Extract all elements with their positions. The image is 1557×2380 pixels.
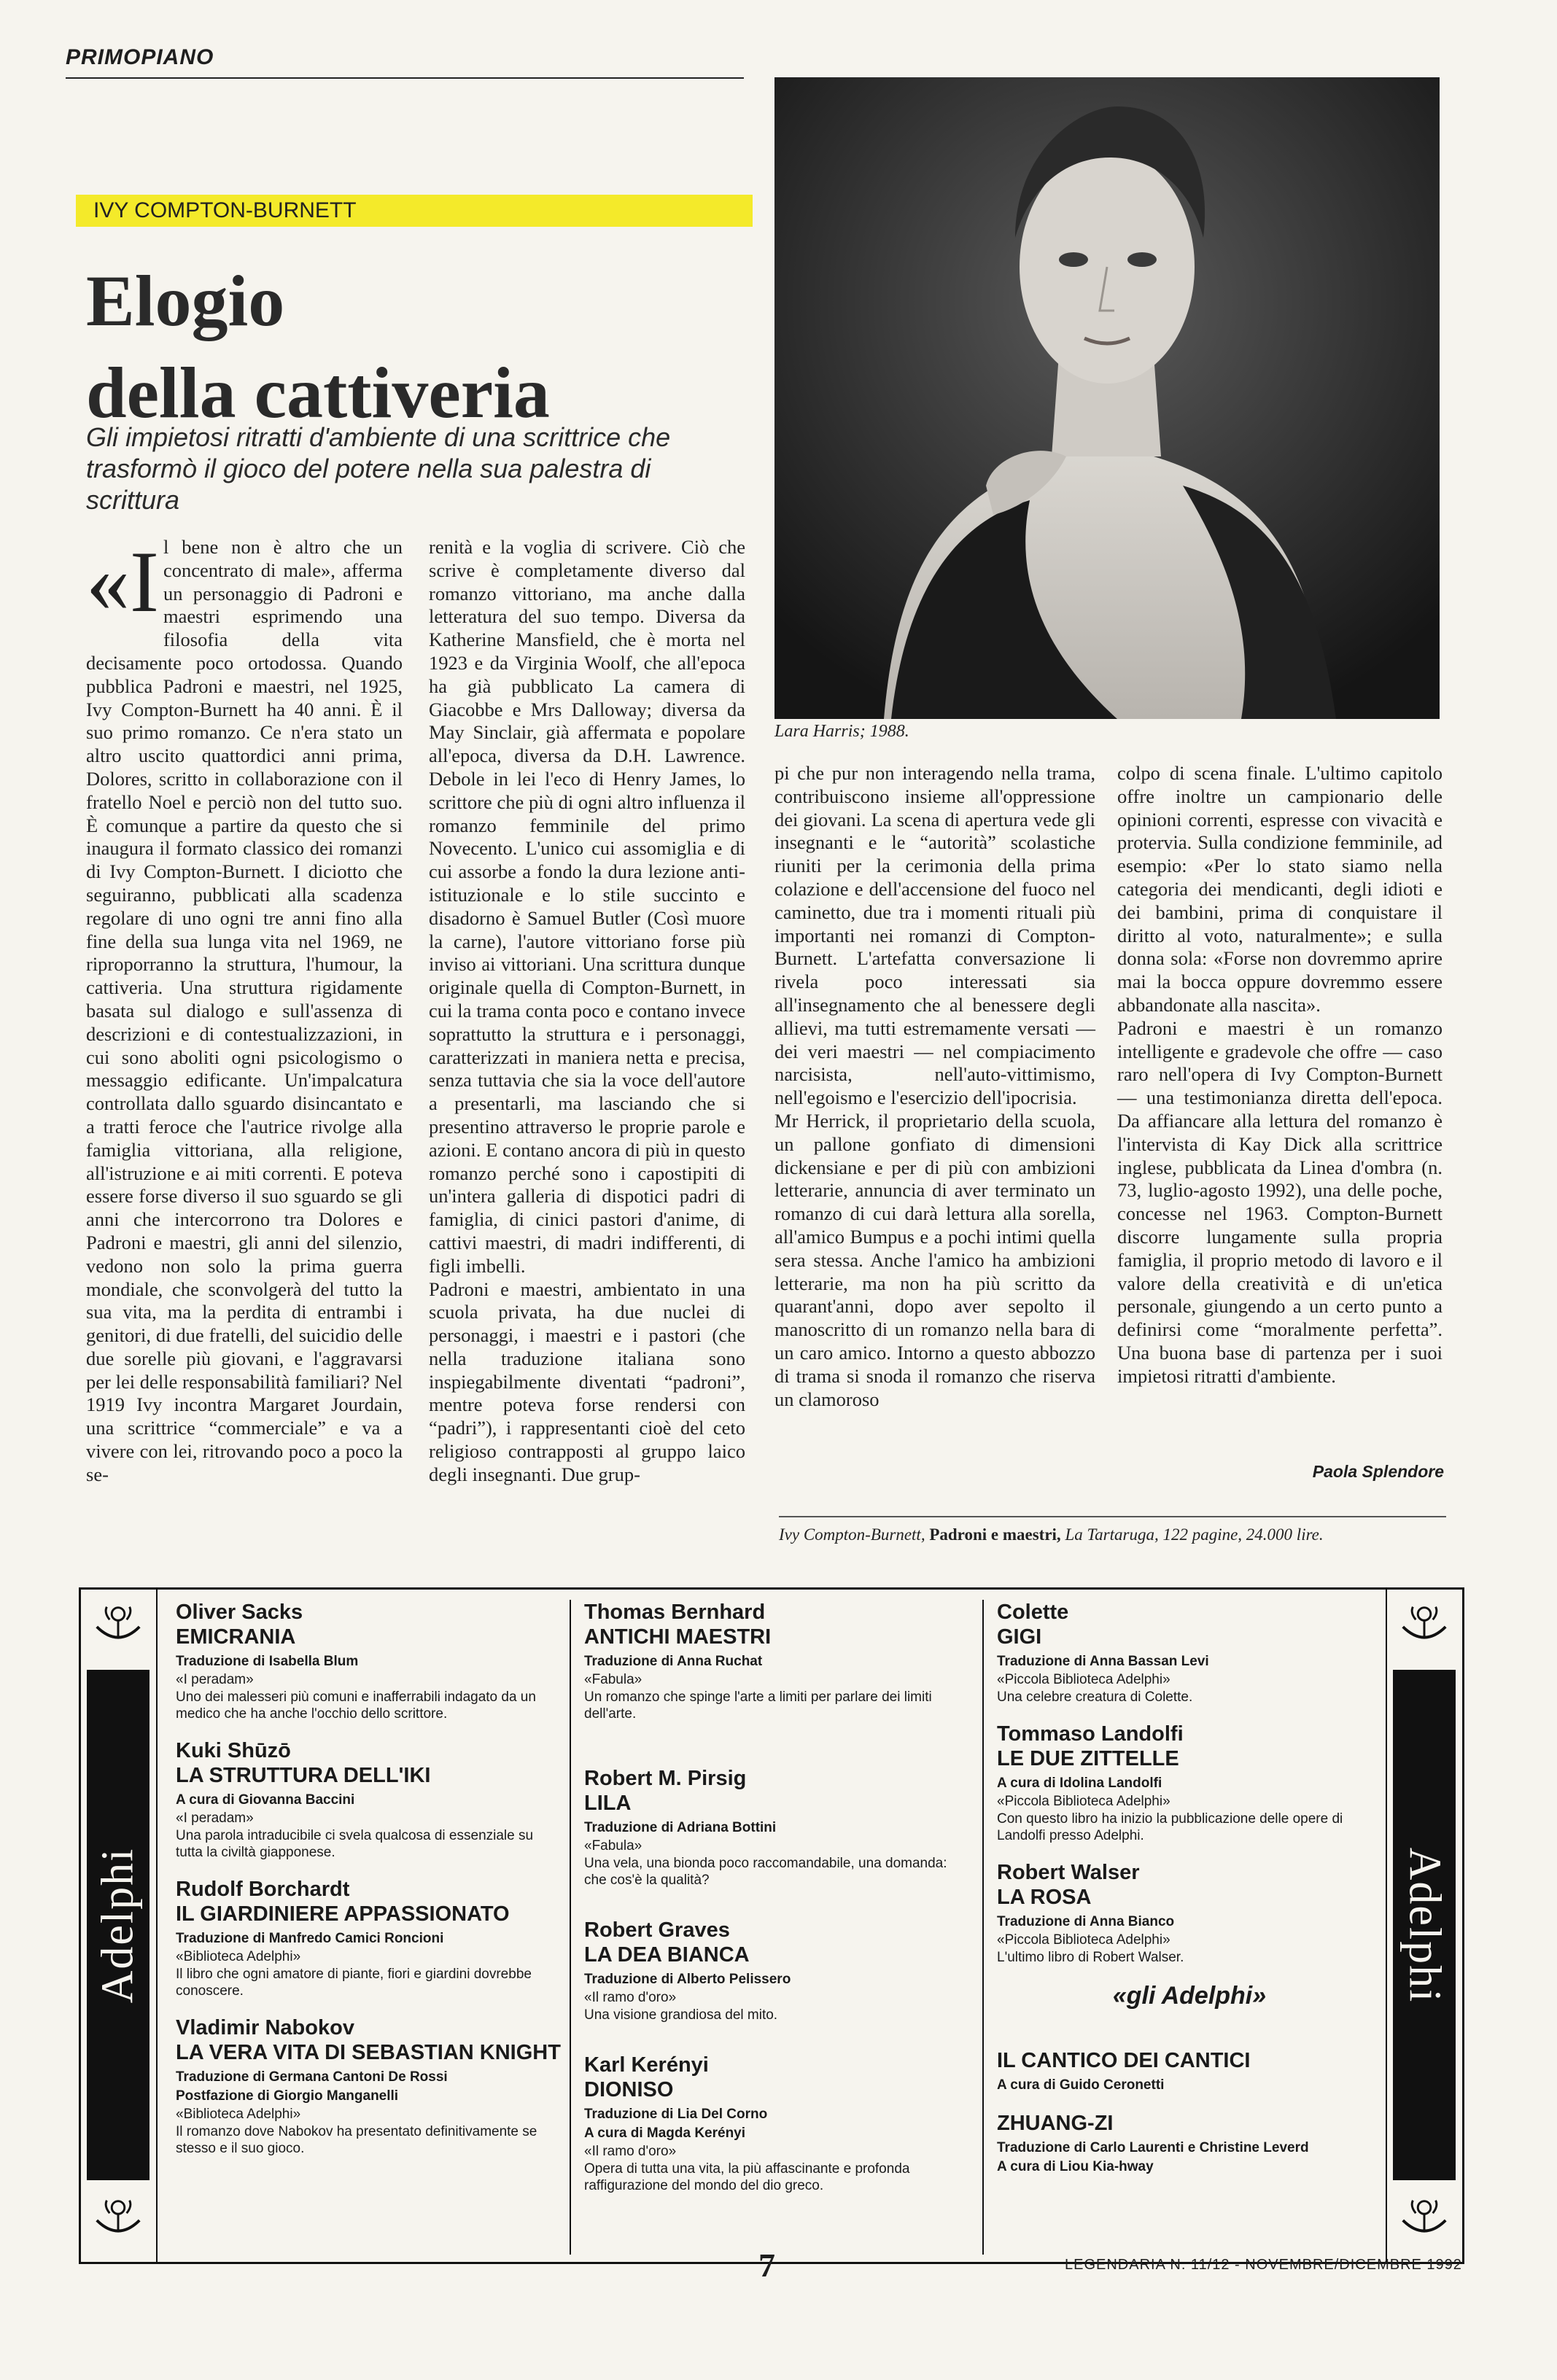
book-translator: Traduzione di Isabella Blum [176,1654,359,1669]
book-description: L'ultimo libro di Robert Walser. [997,1950,1184,1965]
book-entry [997,2048,1382,2095]
book-translator: Traduzione di Anna Bianco [997,1914,1175,1929]
book-translator: Traduzione di Lia Del Corno [584,2107,768,2122]
book-author: Robert Walser [997,1861,1140,1884]
series-heading: «gli Adelphi» [1112,1982,1267,2010]
book-description: Una parola intraducibile ci svela qualcosa di essenziale su tutta la civiltà giapponese. [176,1828,534,1860]
brand-band [1393,1670,1456,2180]
brand-name: Adelphi [1399,1847,1450,2003]
portrait-illustration [774,77,1440,719]
brand-name: Adelphi [93,1847,143,2003]
adelphi-logo-icon [1396,2192,1453,2249]
ad-column-3 [997,1600,1382,2193]
paragraph: Padroni e maestri, ambientato in una scuola privata, ha due nuclei di personaggi, i maestri e i pastori (che nella traduzione italiana sono inspiegabilmente diventati “padroni”, mentre poteva forse rendersi con “padri”), i rappresentanti cioè del ceto religioso contrapposti al gruppo laico degli insegnanti. Due grup- [429,1278,745,1485]
paragraph: l bene non è altro che un concentrato di male», afferma un personaggio di Padroni e maestri esprimendo una filosofia della vita decisamente poco ortodossa. Quando pubblica Padroni e maestri, nel 1925, Ivy Compton-Burnett ha 40 anni. È il suo primo romanzo. Ce n'era stato un altro uscito quattordici anni prima, Dolores, scritto in collaborazione con il fratello Noel e perciò non del tutto suo. È comunque a partire da questo che si inaugura il formato classico dei romanzi di Ivy Compton-Burnett. I diciotto che seguiranno, pubblicati alla scadenza regolare di uno ogni tre anni fino alla fine della sua lunga vita nel 1969, ne riproporranno la struttura, l'humour, la cattiveria. Una struttura rigidamente basata sul dialogo e sull'assenza di descrizioni e di contestualizzazioni, in cui sono aboliti ogni psicologismo o messaggio edificante. Un'impalcatura controllata dallo sguardo disincantato e a tratti feroce che l'autrice rivolge alla famiglia vittoriana, alla religione, all'istruzione e ai miti correnti. E poteva essere forse diverso il suo sguardo se gli anni che intercorrono tra Dolores e Padroni e maestri, gli anni del silenzio, vedono non solo la prima guerra mondiale, che sconvolgerà del tutto la sua vita, ma la perdita di entrambi i genitori, di due fratelli, del suicidio delle due sorelle più giovani, e l'aggravarsi per lei delle responsabilità familiari? Nel 1919 Ivy incontra Margaret Jourdain, una scrittrice “commerciale” e va a vivere con lei, ritrovando poco a poco la se- [86,536,403,1485]
adelphi-logo-icon [1396,1598,1453,1655]
article-column-1 [86,533,403,1487]
book-series: «I peradam» [176,1672,254,1687]
book-description: Con questo libro ha inizio la pubblicazione delle opere di Landolfi presso Adelphi. [997,1811,1343,1843]
book-author: Rudolf Borchardt [176,1878,350,1901]
book-title: LE DUE ZITTELLE [997,1747,1179,1770]
ad-side-right [1386,1590,1462,2262]
book-translator: A cura di Guido Ceronetti [997,2077,1165,2093]
book-entry [176,2015,561,2157]
book-author: Thomas Bernhard [584,1601,766,1624]
book-entry [997,1860,1382,1966]
subtitle: Gli impietosi ritratti d'ambiente di una scrittrice che trasformò il gioco del potere nella sua palestra di scrittura [86,422,671,515]
book-series: «Fabula» [584,1838,642,1854]
book-author: Robert M. Pirsig [584,1767,747,1790]
book-entry [584,1766,969,1889]
page-number: 7 [758,2247,775,2284]
book-title: IL GIARDINIERE APPASSIONATO [176,1902,510,1926]
book-series: «Piccola Biblioteca Adelphi» [997,1932,1170,1948]
drop-cap: «I [86,533,159,630]
biblio-details: La Tartaruga, 122 pagine, 24.000 lire. [1065,1525,1324,1544]
book-translator: Traduzione di Alberto Pelissero [584,1972,791,1987]
section-label: PRIMOPIANO [66,45,214,69]
divider [779,1516,1446,1517]
book-entry [997,1600,1382,1706]
book-title: EMICRANIA [176,1625,296,1649]
author-signature: Paola Splendore [1312,1462,1444,1481]
headline [86,255,742,439]
bibliography-line [779,1525,1446,1544]
book-title: LA STRUTTURA DELL'IKI [176,1764,431,1787]
article-column-4 [1117,762,1443,1388]
paragraph: Padroni e maestri è un romanzo intelligente e gradevole che offre — caso raro nell'opera di Ivy Compton-Burnett — una testimonianza diretta dell'epoca. Da affiancare alla lettura del romanzo è l'intervista di Kay Dick alla scrittrice inglese, pubblicata da Linea d'ombra (n. 73, luglio-agosto 1992), una delle poche, concesse nel 1963. Compton-Burnett discorre lungamente sulla propria famiglia, il proprio metodo di lavoro e il valore della creatività e di un'etica personale, giungendo a un certo punto a definirsi come “moralmente perfetta”. Una buona base di partenza per i suoi impietosi ritratti d'ambiente. [1117,1016,1443,1387]
ad-divider [982,1600,984,2255]
book-entry [584,1918,969,2023]
paragraph: pi che pur non interagendo nella trama, contribuiscono insieme all'oppressione dei giovani. La scena di apertura vede gli insegnanti e le “autorità” scolastiche riuniti per la cerimonia della prima colazione e dell'accensione del fuoco nel caminetto, due tra i momenti rituali più importanti nei romanzi di Compton-Burnett. L'artefatta conversazione li rivela poco interessati sia all'insegnamento che al benessere degli allievi, ma tutti estremamente versati — dei veri maestri — nel compiacimento narcisista, nell'auto-vittimismo, nell'egoismo e l'esercizio dell'ipocrisia. [774,762,1095,1109]
book-translator: Traduzione di Anna Bassan Levi [997,1654,1209,1669]
book-title: DIONISO [584,2078,674,2101]
book-translator: A cura di Idolina Landolfi [997,1776,1162,1791]
paragraph: Mr Herrick, il proprietario della scuola, un pallone gonfiato di dimensioni dickensiane e per di più con ambizioni letterarie, annuncia di aver terminato un romanzo di cui darà lettura alla sorella, all'amico Bumpus e a pochi intimi quella sera stessa. Anche l'amico ha ambizioni letterarie, ma non ha più scritto da quarant'anni, dopo aver sepolto il manoscritto di un romanzo nella bara di un caro amico. Intorno a questo abbozzo di trama si snoda il romanzo che riserva un clamoroso [774,1109,1095,1410]
book-entry [176,1738,561,1861]
book-description: Una visione grandiosa del mito. [584,2007,778,2023]
book-translator: Traduzione di Adriana Bottini [584,1820,777,1835]
biblio-author: Ivy Compton-Burnett, [779,1525,925,1544]
ad-divider [570,1600,571,2255]
book-entry [997,1722,1382,1844]
portrait-photo [774,77,1440,719]
kicker-bar: IVY COMPTON-BURNETT [76,195,753,227]
ad-column-1 [176,1600,561,2173]
issue-footer: LEGENDARIA N. 11/12 - NOVEMBRE/DICEMBRE 1992 [1065,2257,1462,2273]
book-translator: Traduzione di Carlo Laurenti e Christine Leverd [997,2140,1309,2155]
book-entry [176,1877,561,1999]
book-author: Oliver Sacks [176,1601,303,1624]
photo-caption: Lara Harris; 1988. [774,722,909,741]
book-description: Opera di tutta una vita, la più affascinante e profonda raffigurazione del mondo del dio greco. [584,2161,910,2193]
book-editor: A cura di Magda Kerényi [584,2126,746,2141]
book-series: «Il ramo d'oro» [584,1990,677,2005]
book-translator: Traduzione di Manfredo Camici Roncioni [176,1931,444,1946]
headline-line-1: Elogio [86,260,285,341]
book-entry [584,2053,969,2194]
paragraph: colpo di scena finale. L'ultimo capitolo offre inoltre un campionario delle opinioni correnti, espresse con vivacità e protervia. Sulla condizione femminile, ad esempio: «Per lo stato siamo nella categoria dei mendicanti, degli idioti e dei bambini, prima di conquistare il diritto al voto, naturalmente»; e sulla donna sola: «Forse non dovremmo aprire mai la bocca oppure dovremmo essere abbandonate alla nascita». [1117,762,1443,1016]
book-series: «Piccola Biblioteca Adelphi» [997,1672,1170,1687]
article-column-3 [774,762,1095,1411]
paragraph: renità e la voglia di scrivere. Ciò che scrive è completamente diverso dal romanzo vittoriano, ma anche dalla letteratura del suo tempo. Diversa da Katherine Mansfield, che è morta nel 1923 e da Virginia Woolf, che all'epoca ha già pubblicato La camera di Giacobbe e Mrs Dalloway; diversa da May Sinclair, già affermata e popolare all'epoca, diversa da D.H. Lawrence. Debole in lei l'eco di Henry James, lo scrittore che più di ogni altro influenza il romanzo femminile del primo Novecento. L'unico cui assomiglia e di cui assorbe a fondo la dura lezione anti-istituzionale e lo stile succinto e disadorno è Samuel Butler (Così muore la carne), l'autore vittoriano forse più inviso ai vittoriani. Una scrittura dunque originale quella di Compton-Burnett, in cui la trama conta poco e contano invece soprattutto la struttura e i personaggi, caratterizzati in maniera netta e precisa, senza tuttavia che sia la voce dell'autore a presentarli, ma lasciando che si presentino attraverso le proprie parole e azioni. E contano ancora di più in questo romanzo perché sono i capostipiti di un'intera galleria di dispotici padri di famiglia, di cinici pastori d'anime, di cattivi maestri, di madri indifferenti, di figli imbelli. [429,536,745,1277]
book-description: Un romanzo che spinge l'arte a limiti per parlare dei limiti dell'arte. [584,1689,932,1722]
book-title: LILA [584,1792,632,1815]
book-author: Tommaso Landolfi [997,1722,1184,1746]
book-series: «Il ramo d'oro» [584,2144,677,2159]
book-entry [584,1600,969,1722]
brand-band [87,1670,150,2180]
book-description: Uno dei malesseri più comuni e inafferrabili indagato da un medico che ha anche l'occhio dello scrittore. [176,1689,536,1722]
book-series: «I peradam» [176,1811,254,1826]
book-series: «Fabula» [584,1672,642,1687]
adelphi-logo-icon [90,1598,147,1655]
book-author: Vladimir Nabokov [176,2016,354,2039]
book-translator: Traduzione di Anna Ruchat [584,1654,763,1669]
book-translator: Traduzione di Germana Cantoni De Rossi [176,2069,448,2085]
book-title: ZHUANG-ZI [997,2112,1114,2135]
book-postface: Postfazione di Giorgio Manganelli [176,2088,399,2104]
book-title: ANTICHI MAESTRI [584,1625,772,1649]
book-title: LA DEA BIANCA [584,1943,750,1967]
headline-line-2: della cattiveria [86,352,550,433]
book-translator: A cura di Giovanna Baccini [176,1792,355,1808]
book-title: LA VERA VITA DI SEBASTIAN KNIGHT [176,2041,561,2064]
book-series: «Piccola Biblioteca Adelphi» [997,1794,1170,1809]
top-rule [66,77,744,79]
ad-column-2 [584,1600,969,2210]
book-title: IL CANTICO DEI CANTICI [997,2049,1251,2072]
book-author: Kuki Shūzō [176,1739,291,1762]
book-entry [176,1600,561,1722]
book-series: «Biblioteca Adelphi» [176,1949,301,1964]
adelphi-advertisement [79,1587,1464,2264]
article-column-2 [429,536,745,1487]
book-author: Robert Graves [584,1918,730,1942]
book-title: LA ROSA [997,1886,1092,1909]
book-author: Colette [997,1601,1069,1624]
book-author: Karl Kerényi [584,2053,709,2077]
book-editor: A cura di Liou Kia-hway [997,2159,1154,2174]
adelphi-logo-icon [90,2192,147,2249]
book-description: Una celebre creatura di Colette. [997,1689,1193,1705]
book-entry [997,2111,1382,2177]
book-description: Una vela, una bionda poco raccomandabile, una domanda: che cos'è la qualità? [584,1856,947,1888]
ad-side-left [81,1590,158,2262]
book-description: Il libro che ogni amatore di piante, fiori e giardini dovrebbe conoscere. [176,1967,532,1999]
book-series: «Biblioteca Adelphi» [176,2107,301,2122]
book-title: GIGI [997,1625,1042,1649]
biblio-title: Padroni e maestri, [929,1525,1061,1544]
book-description: Il romanzo dove Nabokov ha presentato definitivamente se stesso e il suo gioco. [176,2124,537,2156]
